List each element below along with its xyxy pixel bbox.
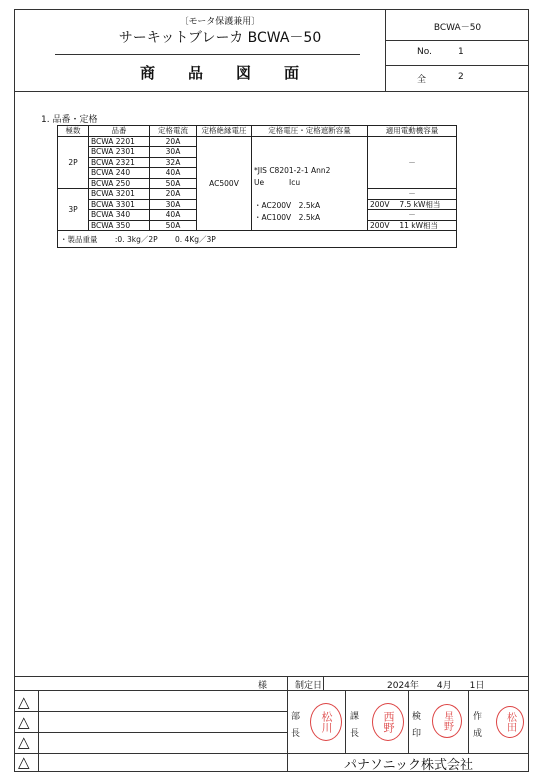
approval-divider-1 <box>345 690 346 753</box>
revision-marks <box>18 692 30 772</box>
part-number: BCWA 2301 <box>89 147 150 158</box>
col-header-motor: 適用電動機容量 <box>368 126 457 137</box>
no-value: 1 <box>458 47 464 57</box>
col-header-breaking: 定格電圧・定格遮断容量 <box>252 126 368 137</box>
revision-col-divider <box>38 690 39 772</box>
kenin-char-2: 印 <box>412 729 422 739</box>
breaking-ue-icu: Ue Icu <box>254 177 301 187</box>
rated-current: 20A <box>150 136 197 147</box>
breaking-ac100: ・AC100V 2.5kA <box>254 212 321 222</box>
sakusei-char-2: 成 <box>473 729 483 739</box>
no-rule <box>385 65 529 66</box>
motor-capacity: 200V 7.5 kW相当 <box>368 199 457 210</box>
part-number: BCWA 340 <box>89 210 150 221</box>
part-number: BCWA 2201 <box>89 136 150 147</box>
total-label: 全 <box>417 75 427 85</box>
part-number: BCWA 3301 <box>89 199 150 210</box>
total-value: 2 <box>458 72 464 82</box>
table-row <box>58 136 457 147</box>
rated-current: 40A <box>150 168 197 179</box>
kacho-label <box>350 709 359 743</box>
spec-table <box>57 125 457 248</box>
company-name: パナソニック株式会社 <box>343 758 474 773</box>
part-number: BCWA 240 <box>89 168 150 179</box>
kacho-char-1: 課 <box>350 712 360 722</box>
motor-capacity: － <box>368 189 457 200</box>
pole-3p: 3P <box>58 189 89 231</box>
motor-capacity: － <box>368 210 457 221</box>
part-number: BCWA 2321 <box>89 157 150 168</box>
kenin-label <box>412 709 421 743</box>
breaking-capacity-cell <box>252 136 368 231</box>
rated-current: 30A <box>150 199 197 210</box>
date-label-divider <box>323 676 324 690</box>
kenin-char-1: 検 <box>412 712 422 722</box>
pole-2p: 2P <box>58 136 89 189</box>
approval-divider-3 <box>468 690 469 753</box>
part-number: BCWA 350 <box>89 220 150 231</box>
product-weight: ・製品重量 :0. 3kg／2P 0. 4Kg／3P <box>58 231 457 248</box>
model-code: BCWA－50 <box>433 23 482 33</box>
rated-current: 20A <box>150 189 197 200</box>
sakusei-char-1: 作 <box>473 712 483 722</box>
col-header-current: 定格電流 <box>150 126 197 137</box>
col-header-poles: 極数 <box>58 126 89 137</box>
doc-type: 商 品 図 面 <box>139 64 300 82</box>
rated-current: 40A <box>150 210 197 221</box>
approval-stamp-bucho: 松川 <box>310 703 342 741</box>
no-label: No. <box>417 47 432 57</box>
breaking-ac200: ・AC200V 2.5kA <box>254 200 321 210</box>
footer-top-rule <box>14 676 529 677</box>
rated-current: 50A <box>150 220 197 231</box>
motor-2p: － <box>368 136 457 189</box>
bucho-char-2: 長 <box>291 729 301 739</box>
client-suffix: 様 <box>258 681 268 691</box>
bucho-label <box>291 709 300 743</box>
col-header-part: 品番 <box>89 126 150 137</box>
rated-current: 30A <box>150 147 197 158</box>
revision-rule-2 <box>14 732 287 733</box>
motor-capacity: 200V 11 kW相当 <box>368 220 457 231</box>
insulation-voltage: AC500V <box>197 136 252 231</box>
sakusei-label <box>473 709 482 743</box>
kacho-char-2: 長 <box>350 729 360 739</box>
approval-stamp-kacho: 西野 <box>372 703 404 741</box>
revision-triangle-icon: △ <box>18 753 30 771</box>
part-number: BCWA 3201 <box>89 189 150 200</box>
table-header-row <box>58 126 457 137</box>
date-value: 2024年 4月 1日 <box>387 681 485 691</box>
doc-subtitle: 〔モータ保護兼用〕 <box>179 17 261 27</box>
rated-current: 32A <box>150 157 197 168</box>
revision-triangle-icon: △ <box>18 713 30 731</box>
model-rule <box>385 40 529 41</box>
header-bottom-rule <box>14 91 529 92</box>
revision-triangle-icon: △ <box>18 693 30 711</box>
title-rule <box>55 54 360 55</box>
weight-row <box>58 231 457 248</box>
rated-current: 50A <box>150 178 197 189</box>
doc-title: サーキットブレーカ BCWA－50 <box>118 30 322 46</box>
section-heading: 1. 品番・定格 <box>41 115 98 125</box>
revision-rule-1 <box>14 711 287 712</box>
breaking-standard: *JIS C8201-2-1 Ann2 <box>254 165 331 175</box>
date-label: 制定日 <box>295 681 323 691</box>
approval-stamp-kenin: 星野 <box>432 704 462 738</box>
part-number: BCWA 250 <box>89 178 150 189</box>
bucho-char-1: 部 <box>291 712 301 722</box>
approval-stamp-sakusei: 松田 <box>496 706 524 738</box>
col-header-insulation: 定格絶縁電圧 <box>197 126 252 137</box>
approval-divider-2 <box>408 690 409 753</box>
revision-triangle-icon: △ <box>18 733 30 751</box>
